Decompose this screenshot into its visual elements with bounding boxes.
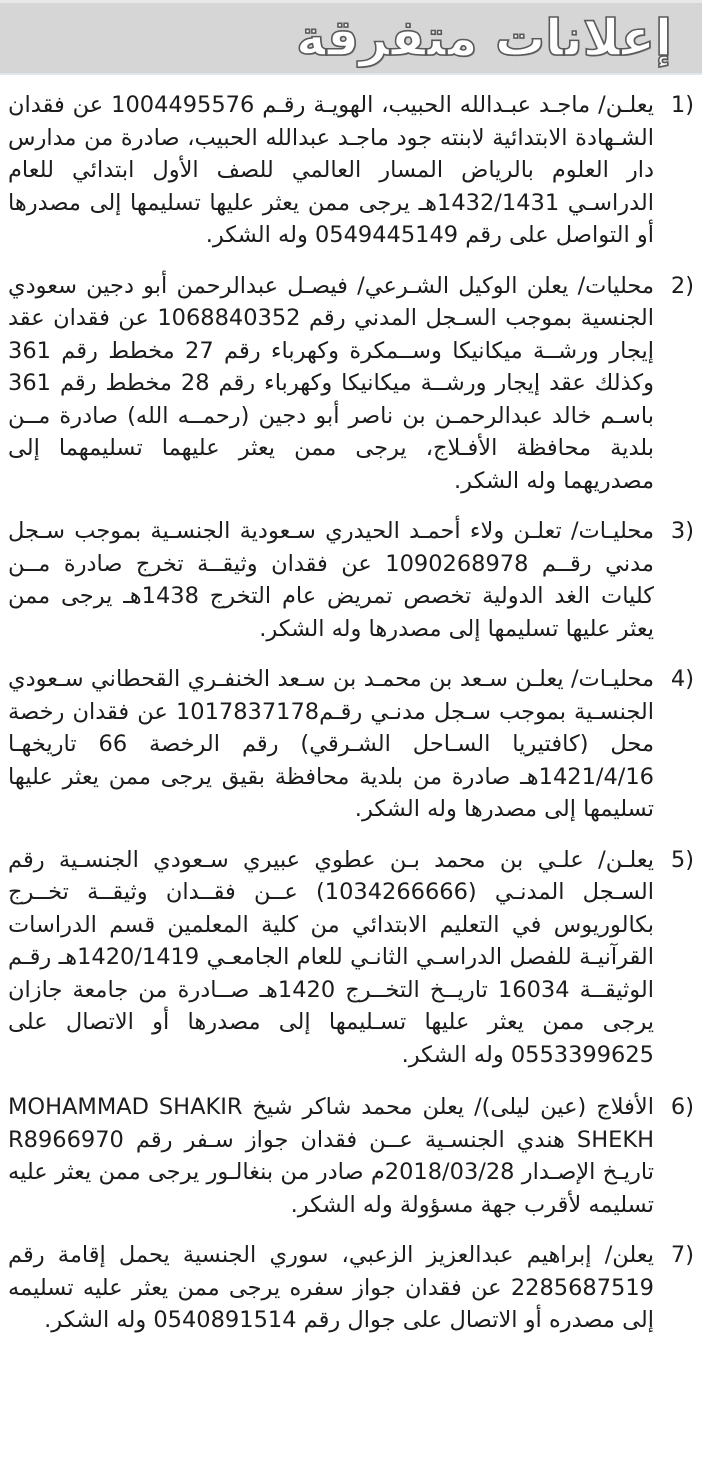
classified-ad-6 — [8, 1091, 694, 1221]
section-header — [0, 0, 702, 75]
ad-text: محليات/ يعلن الوكيل الشـرعي/ فيصـل عبدالرحمن أبو دجين سعودي الجنسية بموجب السـجل المدني رقم 1068840352 عن فقدان عقد إيجار ورشــة ميكانيكا وســمكرة وكهرباء رقم 27 مخطط رقم 361 وكذلك عقد إيجار ورشــة ميكانيكا وكهرباء رقم 28 مخطط رقم 361 باسـم خالد عبدالرحمـن بن ناصر أبو دجين (رحمــه الله) صادرة مــن بلدية محافظة الأفـلاج، يرجى ممن يعثر عليهما تسليمهما إلى مصدريهما وله الشكر. — [8, 272, 654, 494]
ad-number: 3) — [670, 518, 694, 544]
ad-number: 6) — [670, 1094, 694, 1120]
classified-ad-2 — [8, 270, 694, 498]
ad-number: 7) — [670, 1242, 694, 1268]
classified-ad-4 — [8, 663, 694, 826]
classified-ad-3 — [8, 515, 694, 645]
ad-number: 2) — [670, 272, 694, 299]
classified-ad-7 — [8, 1239, 694, 1337]
classified-ads-list — [0, 75, 702, 1337]
ad-text: يعلن/ إبراهيم عبدالعزيز الزعبي، سوري الجنسية يحمل إقامة رقم 2285687519 عن فقدان جواز سفره يرجى ممن يعثر عليه تسليمه إلى مصدره أو الاتصال على جوال رقم 0540891514 وله الشكر. — [8, 1242, 654, 1333]
ad-number: 1) — [670, 92, 694, 118]
classified-ad-1 — [8, 89, 694, 252]
ad-text: يعلـن/ ماجـد عبـدالله الحبيب، الهويـة رقـم 1004495576 عن فقدان الشـهادة الابتدائية لابنته جود ماجـد عبدالله الحبيب، صادرة من مدارس دار العلوم بالرياض المسار العالمي للصف الأول ابتدائي للعام الدراسـي 1432/1431هـ يرجى ممن يعثر عليها تسليمها إلى مصدرها أو التواصل على رقم 0549445149 وله الشكر. — [8, 92, 654, 248]
ad-text: الأفلاج (عين ليلى)/ يعلن محمد شاكر شيخ MOHAMMAD SHAKIR SHEKH هندي الجنسـية عــن فقدان جواز سـفر رقم R8966970 تاريـخ الإصـدار 2018/03/28م صادر من بنغالـور يرجى ممن يعثر عليه تسليمه لأقرب جهة مسؤولة وله الشكر. — [8, 1094, 654, 1218]
ad-number: 5) — [670, 846, 694, 873]
ad-text: محليـات/ يعلـن سـعد بن محمـد بن سـعد الخنفـري القحطاني سـعودي الجنسـية بموجب سـجل مدنـي رقـم1017837178 عن فقدان رخصة محل (كافتيريا السـاحل الشـرقي) رقم الرخصة 66 تاريخهـا 1421/4/16هـ صادرة من بلدية محافظة بقيق يرجى ممن يعثر عليها تسليمها إلى مصدرها وله الشكر. — [8, 666, 655, 822]
ad-text: محليـات/ تعلـن ولاء أحمـد الحيدري سـعودية الجنسـية بموجب سـجل مدني رقــم 1090268978 عن فقدان وثيقــة تخرج صادرة مــن كليات الغد الدولية تخصص تمريض عام التخرج 1438هـ يرجى ممن يعثر عليها تسليمها إلى مصدرها وله الشكر. — [8, 518, 654, 642]
ad-number: 4) — [670, 666, 694, 692]
ad-text: يعلـن/ علـي بن محمد بـن عطوي عبيري سـعودي الجنسـية رقم السـجل المدنـي (1034266666) عــن فقــدان وثيقــة تخــرج بكالوريوس في التعليم الابتدائي من كلية المعلمين قسم الدراسات القرآنيـة للفصل الدراسـي الثانـي للعام الجامعـي 1420/1419هـ رقـم الوثيقــة 16034 تاريــخ التخــرج 1420هـ صــادرة من جامعة جازان يرجى ممن يعثر عليها تسـليمها إلى مصدرها أو الاتصال على 0553399625 وله الشكر. — [8, 846, 655, 1068]
section-title: إعلانات متفرقة — [296, 9, 672, 67]
classified-ad-5 — [8, 844, 694, 1072]
